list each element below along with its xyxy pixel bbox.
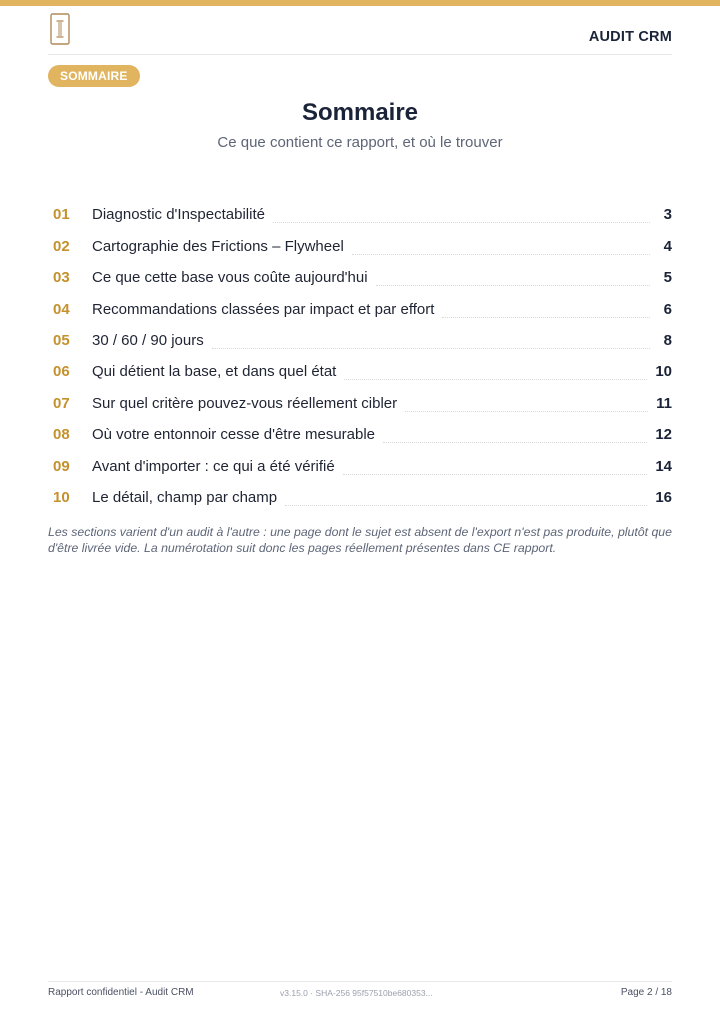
toc-title: Le détail, champ par champ xyxy=(92,488,278,506)
toc-leader xyxy=(273,221,650,223)
toc-leader xyxy=(405,410,648,412)
toc-number: 07 xyxy=(53,394,70,412)
toc-leader xyxy=(442,316,650,318)
toc-title: Qui détient la base, et dans quel état xyxy=(92,363,337,381)
sections-note: Les sections varient d'un audit à l'autre : une page dont le sujet est absent de l'export n'est pas produite, plutôt que d'être livrée vide. La numérotation suit donc les pages réellement présentes dans CE rapport. xyxy=(48,525,672,555)
toc-row[interactable] xyxy=(48,385,672,416)
toc-number: 02 xyxy=(53,237,70,255)
toc-page-number: 14 xyxy=(655,457,672,475)
toc-page-number: 5 xyxy=(663,269,672,287)
toc-title: 30 / 60 / 90 jours xyxy=(92,331,204,349)
toc-title: Cartographie des Frictions – Flywheel xyxy=(92,237,344,255)
toc-leader xyxy=(376,284,650,286)
toc-title: Où votre entonnoir cesse d'être mesurable xyxy=(92,426,376,444)
toc-number: 05 xyxy=(53,331,70,349)
toc-leader xyxy=(383,441,647,443)
toc-row[interactable] xyxy=(48,260,672,291)
toc-title: Sur quel critère pouvez-vous réellement cibler xyxy=(92,394,398,412)
toc-page-number: 11 xyxy=(656,394,672,412)
toc-title: Recommandations classées par impact et par effort xyxy=(92,300,435,318)
toc-number: 06 xyxy=(53,363,70,381)
toc-page-number: 16 xyxy=(655,488,672,506)
toc-number: 10 xyxy=(53,488,70,506)
toc-leader xyxy=(343,473,648,475)
footer-confidential-label: Rapport confidentiel - Audit CRM xyxy=(48,987,194,998)
section-badge: SOMMAIRE xyxy=(48,65,140,87)
toc-title: Ce que cette base vous coûte aujourd'hui xyxy=(92,269,368,287)
toc-leader xyxy=(212,347,650,349)
page-header xyxy=(48,6,672,55)
toc-number: 03 xyxy=(53,269,70,287)
page-subtitle: Ce que contient ce rapport, et où le trouver xyxy=(217,134,503,151)
toc-title: Diagnostic d'Inspectabilité xyxy=(92,206,265,224)
toc-row[interactable] xyxy=(48,354,672,385)
toc-number: 09 xyxy=(53,457,70,475)
toc-leader xyxy=(285,504,647,506)
pillar-logo-icon xyxy=(50,13,70,45)
toc-number: 01 xyxy=(53,206,70,224)
toc-page-number: 3 xyxy=(663,206,672,224)
toc-number: 08 xyxy=(53,426,70,444)
toc-row[interactable] xyxy=(48,323,672,354)
toc-number: 04 xyxy=(53,300,70,318)
toc-page-number: 4 xyxy=(663,237,672,255)
toc-page-number: 6 xyxy=(663,300,672,318)
table-of-contents xyxy=(48,197,672,511)
toc-row[interactable] xyxy=(48,448,672,479)
page-footer xyxy=(48,981,672,1002)
toc-leader xyxy=(344,378,647,380)
toc-leader xyxy=(352,253,650,255)
toc-page-number: 10 xyxy=(655,363,672,381)
footer-page-number: Page 2 / 18 xyxy=(620,987,672,998)
toc-page-number: 8 xyxy=(663,331,672,349)
toc-row[interactable] xyxy=(48,228,672,259)
toc-row[interactable] xyxy=(48,197,672,228)
header-title: AUDIT CRM xyxy=(588,29,672,45)
toc-row[interactable] xyxy=(48,480,672,511)
toc-page-number: 12 xyxy=(655,426,672,444)
page-title: Sommaire xyxy=(301,99,419,126)
toc-row[interactable] xyxy=(48,291,672,322)
footer-version-hash: v3.15.0 · SHA-256 95f57510be680353... xyxy=(280,988,433,998)
toc-title: Avant d'importer : ce qui a été vérifié xyxy=(92,457,335,475)
toc-row[interactable] xyxy=(48,417,672,448)
